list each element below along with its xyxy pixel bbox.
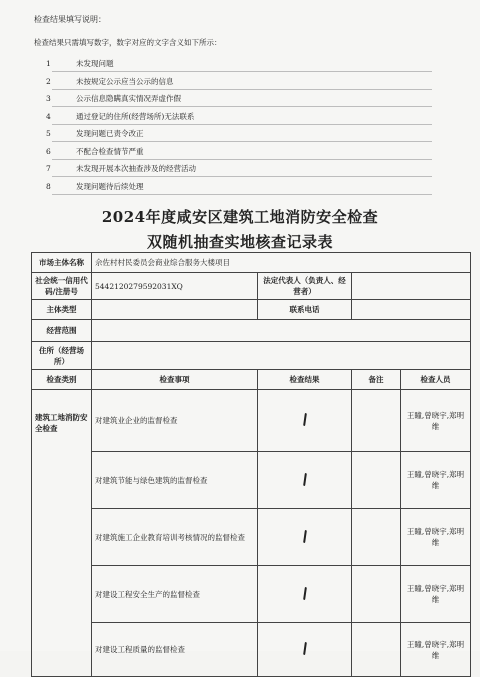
result-code-number: 3 (46, 94, 51, 103)
result-code-row (46, 128, 144, 139)
result-code-number: 8 (46, 181, 51, 191)
inspection-inspector: 王瞳,曾晓宇,郑明维 (401, 509, 471, 566)
notes-title: 检查结果填写说明： (34, 15, 106, 24)
result-handwritten-mark (303, 586, 307, 599)
result-code-text: 未发现开展本次抽查涉及的经营活动 (76, 164, 196, 173)
form-title-line-2: 双随机抽查实地核查记录表 (146, 233, 333, 251)
inspection-row (32, 623, 471, 677)
inspection-row (32, 509, 471, 566)
result-code-text: 公示信息隐瞒真实情况弄虚作假 (76, 94, 181, 103)
inspection-remark (352, 390, 401, 452)
inspection-item: 对建筑施工企业教育培训考核情况的监督检查 (92, 509, 258, 566)
result-code-number: 7 (46, 164, 51, 173)
header-category: 检查类别 (32, 370, 92, 390)
inspection-result (258, 566, 352, 623)
inspection-remark (352, 509, 401, 566)
result-code-number: 6 (46, 146, 51, 156)
inspection-remark (352, 623, 401, 677)
notes-intro: 检查结果只需填写数字，数字对应的文字含义如下所示： (34, 38, 222, 47)
header-remark: 备注 (352, 370, 401, 390)
inspection-inspector: 王瞳,曾晓宇,郑明维 (401, 566, 471, 623)
divider (52, 89, 432, 90)
header-result: 检查结果 (258, 370, 352, 390)
header-inspector: 检查人员 (401, 370, 471, 390)
result-code-row (46, 146, 144, 157)
result-code-number: 1 (46, 59, 51, 68)
inspection-result (258, 390, 352, 452)
result-code-number: 2 (46, 76, 51, 86)
result-code-row (46, 181, 144, 192)
result-code-text: 未发现问题 (76, 59, 114, 68)
credit-code-value: 5442120279592031XQ (92, 273, 258, 300)
inspection-category: 建筑工地消防安全检查 (32, 390, 92, 677)
inspection-item: 对建设工程安全生产的监督检查 (92, 566, 258, 623)
form-title-line-1: 2024年度咸安区建筑工地消防安全检查 (101, 208, 379, 226)
inspection-remark (352, 452, 401, 509)
result-code-text: 发现问题已责令改正 (76, 129, 144, 138)
result-code-number: 5 (46, 129, 51, 138)
result-code-number: 4 (46, 111, 51, 121)
result-code-text: 发现问题待后续处理 (76, 181, 144, 191)
inspection-result (258, 509, 352, 566)
inspection-result (258, 452, 352, 509)
scope-value (92, 320, 471, 342)
divider (52, 71, 432, 72)
result-code-row (46, 111, 194, 122)
result-code-text: 未按规定公示应当公示的信息 (76, 76, 174, 86)
inspection-item: 对建筑节能与绿色建筑的监督检查 (92, 452, 258, 509)
result-code-text: 不配合检查情节严重 (76, 146, 144, 156)
header-item: 检查事项 (92, 370, 258, 390)
result-handwritten-mark (303, 413, 307, 426)
scope-label: 经营范围 (32, 320, 92, 342)
divider (52, 141, 432, 142)
divider (52, 106, 432, 107)
result-handwritten-mark (303, 472, 307, 485)
inspection-inspector: 王瞳,曾晓宇,郑明维 (401, 452, 471, 509)
inspection-item: 对建筑业企业的监督检查 (92, 390, 258, 452)
contact-label: 联系电话 (258, 300, 352, 320)
result-code-row (46, 76, 174, 87)
contact-value (352, 300, 471, 320)
address-label: 住所（经营场所） (32, 342, 92, 370)
market-entity-label: 市场主体名称 (32, 253, 92, 273)
inspection-inspector: 王瞳,曾晓宇,郑明维 (401, 390, 471, 452)
divider (52, 124, 432, 125)
inspection-row (32, 566, 471, 623)
inspection-row (32, 390, 471, 452)
market-entity-value: 佘佐村村民委员会商业综合服务大楼项目 (92, 253, 471, 273)
entity-type-label: 主体类型 (32, 300, 92, 320)
result-code-row (46, 58, 114, 69)
entity-type-value (92, 300, 258, 320)
inspection-result (258, 623, 352, 677)
inspection-row (32, 452, 471, 509)
inspection-record-table (31, 252, 471, 677)
result-handwritten-mark (303, 642, 307, 655)
inspection-item: 对建设工程质量的监督检查 (92, 623, 258, 677)
divider (52, 194, 432, 195)
inspection-inspector: 王瞳,曾晓宇,郑明维 (401, 623, 471, 677)
legal-rep-value (352, 273, 471, 300)
divider (52, 176, 432, 177)
inspection-remark (352, 566, 401, 623)
result-handwritten-mark (303, 529, 307, 542)
credit-code-label: 社会统一信用代码/注册号 (32, 273, 92, 300)
result-code-text: 通过登记的住所(经营场所)无法联系 (76, 111, 195, 121)
legal-rep-label: 法定代表人（负责人、经营者） (258, 273, 352, 300)
address-value (92, 342, 471, 370)
divider (52, 159, 432, 160)
result-code-row (46, 93, 181, 104)
result-code-row (46, 163, 196, 174)
